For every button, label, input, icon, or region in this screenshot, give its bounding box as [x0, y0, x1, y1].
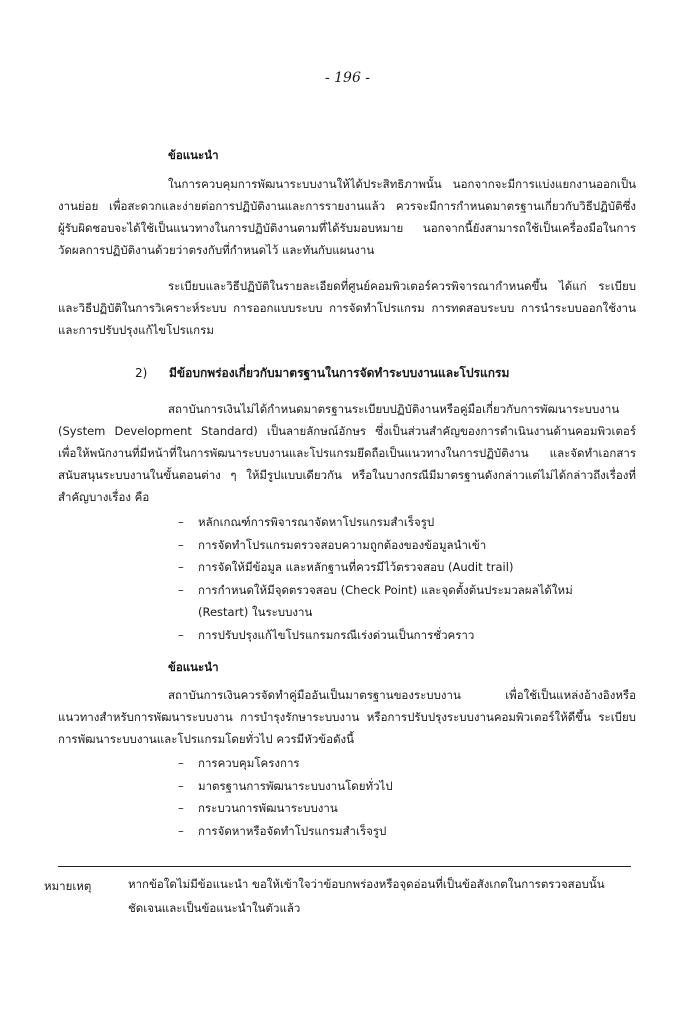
- list-item: – การกำหนดให้มีจุดตรวจสอบ (Check Point) และจุดตั้งต้นประมวลผลได้ใหม่ (Restart) ในระบบงาน: [178, 579, 618, 624]
- list-dash: –: [178, 537, 184, 552]
- recommendation-heading-1: ข้อแนะนำ: [168, 148, 219, 162]
- recommendation-heading-2: ข้อแนะนำ: [168, 660, 219, 674]
- standards-topic-list: [178, 752, 618, 842]
- paragraph-4: สถาบันการเงินควรจัดทำคู่มืออันเป็นมาตรฐานของระบบงาน เพื่อใช้เป็นแหล่งอ้างอิงหรือแนวทางสำหรับการพัฒนาระบบงาน การบำรุงรักษาระบบงาน หรือการปรับปรุงระบบงานคอมพิวเตอร์ให้ดีขึ้น ระเบียบการพัฒนาระบบงานและโปรแกรมโดยทั่วไป ควรมีหัวข้อดังนี้: [58, 688, 636, 746]
- paragraph-2: ระเบียบและวิธีปฏิบัติในรายละเอียดที่ศูนย์คอมพิวเตอร์ควรพิจารณากำหนดขึ้น ได้แก่ ระเบียบและวิธีปฏิบัติในการวิเคราะห์ระบบ การออกแบบระบบ การจัดทำโปรแกรม การทดสอบระบบ การนำระบบออกใช้งานและการปรับปรุงแก้ไขโปรแกรม: [58, 279, 636, 337]
- deficiency-list: [178, 511, 618, 646]
- list-dash: –: [178, 778, 184, 793]
- list-item: – การปรับปรุงแก้ไขโปรแกรมกรณีเร่งด่วนเป็นการชั่วคราว: [178, 624, 618, 647]
- list-dash: –: [178, 560, 184, 574]
- list-dash: –: [178, 823, 184, 838]
- list-item: – การจัดให้มีข้อมูล และหลักฐานที่ควรมีไว้ตรวจสอบ (Audit trail): [178, 556, 618, 579]
- list-dash: –: [178, 515, 184, 529]
- note-label: หมายเหตุ: [44, 879, 92, 893]
- paragraph-3: สถาบันการเงินไม่ได้กำหนดมาตรฐานระเบียบปฏิบัติงานหรือคู่มือเกี่ยวกับการพัฒนาระบบงาน (System Development Standard) เป็นลายลักษณ์อักษร ซึ่งเป็นส่วนสำคัญของการดำเนินงานด้านคอมพิวเตอร์ เพื่อให้พนักงานที่มีหน้าที่ในการพัฒนาระบบงานและโปรแกรมยึดถือเป็นแนวทางในการปฏิบัติงาน และจัดทำเอกสารสนับสนุนระบบงานในขั้นตอนต่าง ๆ ให้มีรูปแบบเดียวกัน หรือในบางกรณีมีมาตรฐานดังกล่าวแต่ไม่ได้กล่าวถึงเรื่องที่สำคัญบางเรื่อง คือ: [58, 402, 636, 504]
- footnote-divider: [58, 866, 631, 867]
- list-dash: –: [178, 627, 184, 642]
- section-heading: [135, 364, 509, 383]
- list-item: – การจัดหาหรือจัดทำโปรแกรมสำเร็จรูป: [178, 820, 618, 843]
- list-item: – กระบวนการพัฒนาระบบงาน: [178, 797, 618, 820]
- section-number: 2): [135, 366, 148, 380]
- list-item: – มาตรฐานการพัฒนาระบบงานโดยทั่วไป: [178, 775, 618, 798]
- list-dash: –: [178, 801, 184, 815]
- list-item: – การจัดทำโปรแกรมตรวจสอบความถูกต้องของข้อมูลนำเข้า: [178, 534, 618, 557]
- section-title: มีข้อบกพร่องเกี่ยวกับมาตรฐานในการจัดทำระบบงานและโปรแกรม: [169, 366, 510, 380]
- page-number: - 196 -: [324, 70, 371, 86]
- note-text: หากข้อใดไม่มีข้อแนะนำ ขอให้เข้าใจว่าข้อบกพร่องหรือจุดอ่อนที่เป็นข้อสังเกตในการตรวจสอบนั้นชัดเจนและเป็นข้อแนะนำในตัวแล้ว: [128, 877, 605, 915]
- list-item: – การควบคุมโครงการ: [178, 752, 618, 775]
- paragraph-1: ในการควบคุมการพัฒนาระบบงานให้ได้ประสิทธิภาพนั้น นอกจากจะมีการแบ่งแยกงานออกเป็นงานย่อย เพื่อสะดวกและง่ายต่อการปฏิบัติงานและการรายงานแล้ว ควรจะมีการกำหนดมาตรฐานเกี่ยวกับวิธีปฏิบัติซึ่งผู้รับผิดชอบจะได้ใช้เป็นแนวทางในการปฏิบัติงานตามที่ได้รับมอบหมาย นอกจากนี้ยังสามารถใช้เป็นเครื่องมือในการวัดผลการปฏิบัติงานด้วยว่าตรงกับที่กำหนดไว้ และทันกับแผนงาน: [58, 177, 636, 257]
- list-dash: –: [178, 756, 184, 770]
- list-dash: –: [178, 582, 184, 597]
- list-item: – หลักเกณฑ์การพิจารณาจัดหาโปรแกรมสำเร็จรูป: [178, 511, 618, 534]
